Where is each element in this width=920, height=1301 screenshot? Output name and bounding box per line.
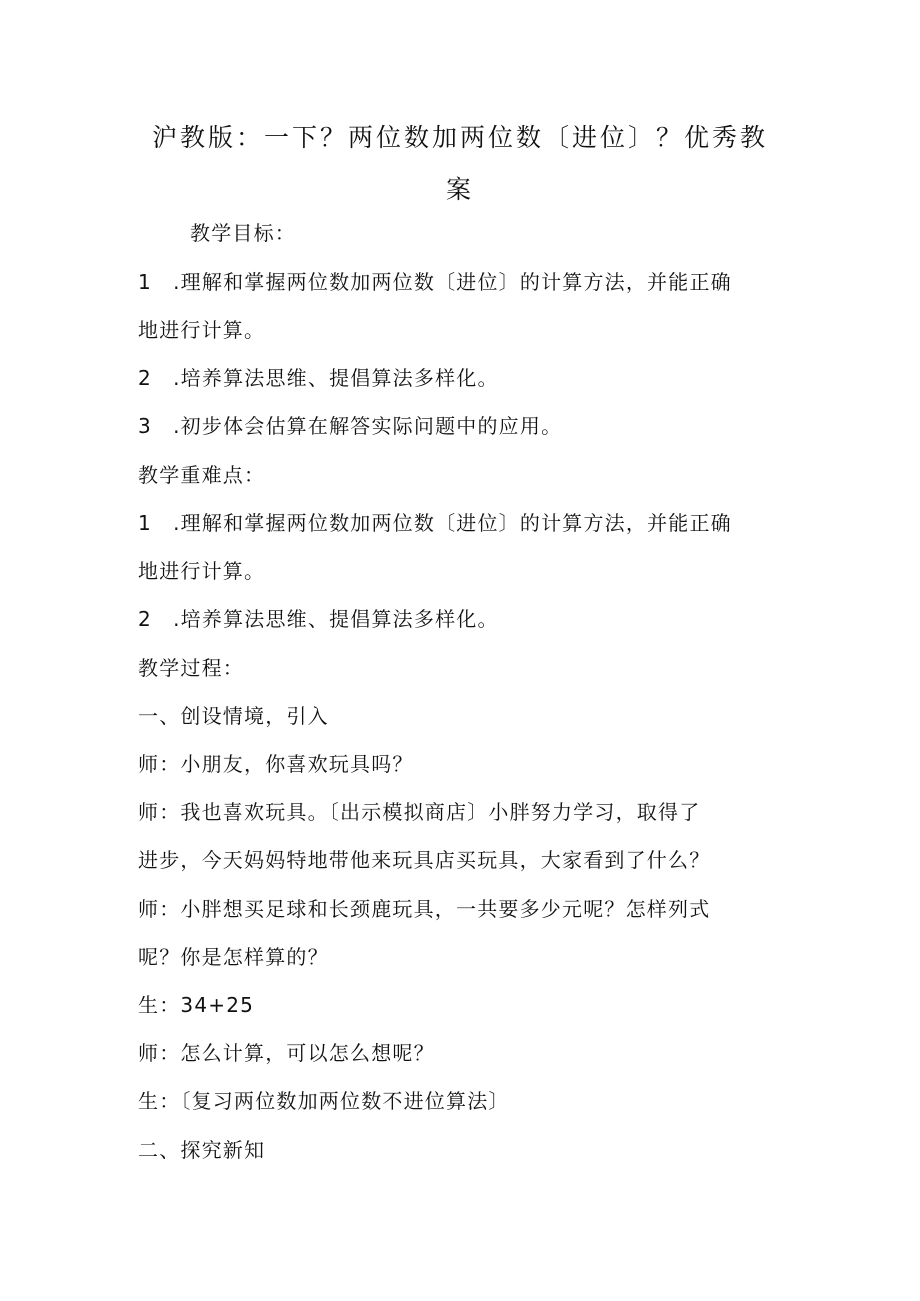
objective-1-line-1: 1 .理解和掌握两位数加两位数〔进位〕的计算方法，并能正确 — [138, 270, 732, 294]
key-point-1-line-2: 地进行计算。 — [138, 559, 266, 583]
objective-1-line-2: 地进行计算。 — [138, 318, 266, 342]
document-title — [140, 112, 780, 216]
key-point-1-line-1: 1 .理解和掌握两位数加两位数〔进位〕的计算方法，并能正确 — [138, 511, 732, 535]
dialogue-line: 师：怎么计算，可以怎么想呢？ — [138, 1041, 435, 1065]
dialogue-line: 生：〔复习两位数加两位数不进位算法〕 — [138, 1089, 510, 1113]
dialogue-line: 师：小胖想买足球和长颈鹿玩具，一共要多少元呢？怎样列式 — [138, 897, 711, 921]
heading-objectives: 教学目标： — [190, 221, 296, 245]
section-2-heading: 二、探究新知 — [138, 1138, 266, 1162]
dialogue-line: 生：34+25 — [138, 993, 255, 1017]
title-line-2: 案 — [445, 175, 474, 204]
title-line-1: 沪教版：一下？两位数加两位数〔进位〕？优秀教 — [151, 123, 768, 152]
dialogue-line: 进步，今天妈妈特地带他来玩具店买玩具，大家看到了什么？ — [138, 848, 711, 872]
dialogue-line: 师：我也喜欢玩具。〔出示模拟商店〕小胖努力学习，取得了 — [138, 800, 701, 824]
objective-2: 2 .培养算法思维、提倡算法多样化。 — [138, 366, 499, 390]
objective-3: 3 .初步体会估算在解答实际问题中的应用。 — [138, 414, 563, 438]
heading-process: 教学过程： — [138, 656, 244, 680]
dialogue-line: 师：小朋友，你喜欢玩具吗？ — [138, 752, 414, 776]
dialogue-line: 呢？你是怎样算的？ — [138, 945, 329, 969]
heading-key-points: 教学重难点： — [138, 463, 266, 487]
section-1-heading: 一、创设情境，引入 — [138, 704, 329, 728]
key-point-2: 2 .培养算法思维、提倡算法多样化。 — [138, 607, 499, 631]
